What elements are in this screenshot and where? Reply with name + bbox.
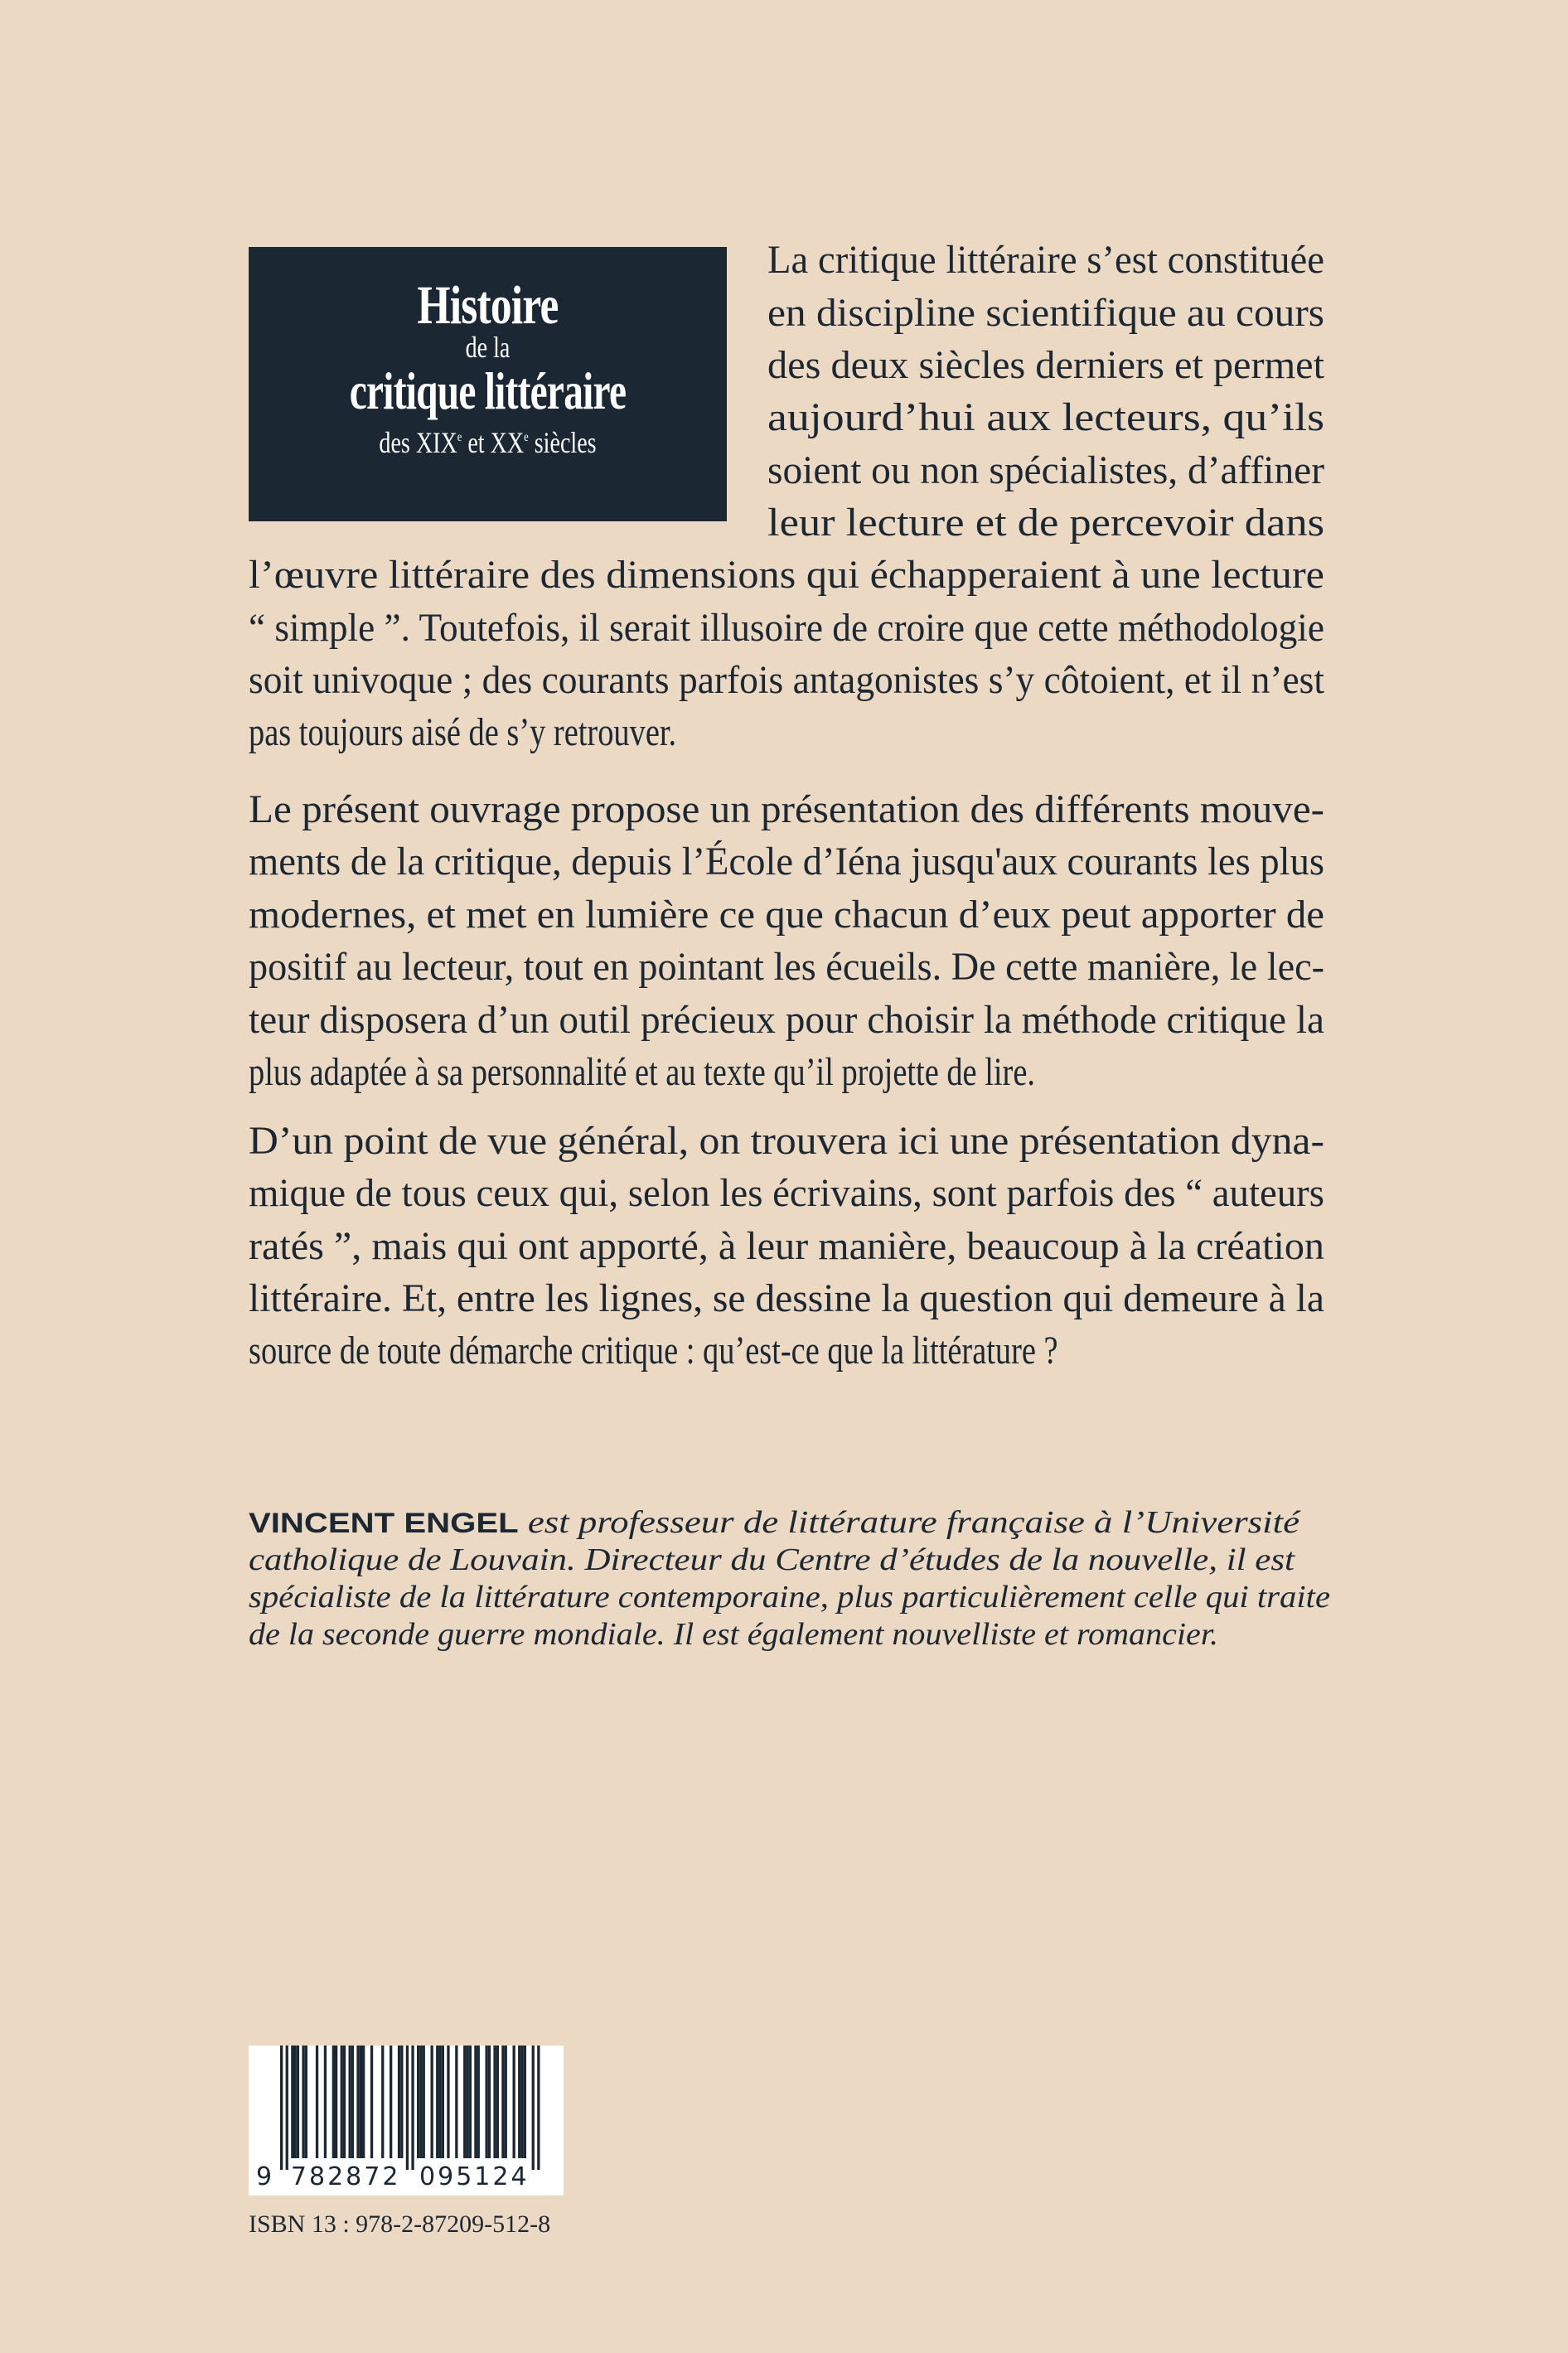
- text-line-content: soit univoque ; des courants parfois antagonistes s’y côtoient, et il n’est: [249, 658, 1324, 702]
- text-line: [249, 835, 1324, 888]
- title-superscript-e: e: [457, 430, 462, 444]
- text-line: [767, 287, 1324, 340]
- title-siecles-part3: siècles: [528, 426, 597, 459]
- text-line: [249, 1046, 1324, 1099]
- title-superscript-e: e: [524, 430, 529, 444]
- text-line-content: positif au lecteur, tout en pointant les écueils. De cette manière, le lec-: [249, 945, 1324, 989]
- text-line-content: aujourd’hui aux lecteurs, qu’ils: [767, 395, 1324, 439]
- text-line-content: La critique littéraire s’est constituée: [767, 238, 1324, 282]
- text-line-content: littéraire. Et, entre les lignes, se dessine la question qui demeure à la: [249, 1276, 1324, 1320]
- text-line-content: plus adaptée à sa personnalité et au texte qu’il projette de lire.: [249, 1050, 1035, 1094]
- text-line-content: D’un point de vue général, on trouvera ici une présentation dyna-: [249, 1119, 1325, 1163]
- title-siecles-part2: et XX: [462, 426, 525, 459]
- title-siecles-part1: des XIX: [379, 426, 457, 459]
- text-line: [249, 706, 1324, 759]
- text-line-content: Le présent ouvrage propose un présentation des différents mouve-: [249, 787, 1324, 831]
- text-line-content: pas toujours aisé de s’y retrouver.: [249, 710, 677, 754]
- text-line: [249, 994, 1324, 1047]
- text-line: [767, 339, 1324, 392]
- bio-text: est professeur de littérature française à l’Université: [518, 1505, 1299, 1540]
- bio-line-content: catholique de Louvain. Directeur du Centre d’études de la nouvelle, il est: [249, 1542, 1295, 1577]
- text-line-content: ments de la critique, depuis l’École d’Iéna jusqu'aux courants les plus: [249, 840, 1324, 884]
- bio-line-content: spécialiste de la littérature contemporaine, plus particulièrement celle qui traite: [249, 1580, 1330, 1615]
- text-line-content: teur disposera d’un outil précieux pour choisir la méthode critique la: [249, 998, 1324, 1042]
- text-line: [249, 549, 1324, 602]
- text-line-content: leur lecture et de percevoir dans: [767, 501, 1324, 545]
- text-line-content: ratés ”, mais qui ont apporté, à leur manière, beaucoup à la création: [249, 1224, 1324, 1268]
- text-line-content: mique de tous ceux qui, selon les écrivains, sont parfois des “ auteurs: [249, 1171, 1324, 1215]
- text-line: [767, 391, 1324, 444]
- title-line-histoire: Histoire: [417, 275, 559, 336]
- bio-line: [249, 1542, 1295, 1579]
- svg-text:782872: 782872: [290, 2162, 401, 2191]
- text-line: [249, 1115, 1324, 1168]
- bio-line-content: [249, 1504, 1299, 1542]
- bio-line: [249, 1616, 1218, 1653]
- text-line: [249, 1324, 1324, 1377]
- bio-line-content: de la seconde guerre mondiale. Il est également nouvelliste et romancier.: [249, 1617, 1218, 1652]
- title-box: [249, 247, 727, 521]
- svg-text:9: 9: [255, 2162, 275, 2191]
- text-line: [249, 783, 1324, 836]
- author-name: VINCENT ENGEL: [249, 1508, 519, 1539]
- text-line-content: modernes, et met en lumière ce que chacun d’eux peut apporter de: [249, 893, 1324, 937]
- svg-text:095124: 095124: [419, 2162, 530, 2191]
- isbn-label: ISBN 13 : 978-2-87209-512-8: [249, 2210, 551, 2238]
- text-line-content: “ simple ”. Toutefois, il serait illusoire de croire que cette méthodologie: [249, 606, 1324, 650]
- bio-line: [249, 1579, 1330, 1616]
- text-line: [249, 1167, 1324, 1220]
- barcode: [249, 2046, 564, 2196]
- text-line-content: soient ou non spécialistes, d’affiner: [767, 448, 1324, 492]
- title-line-siecles: [301, 421, 674, 459]
- text-line-content: en discipline scientifique au cours: [767, 291, 1324, 335]
- barcode-icon: [249, 2046, 564, 2196]
- bio-line: [249, 1504, 1299, 1542]
- text-line: [249, 1220, 1324, 1273]
- text-line-content: source de toute démarche critique : qu’est-ce que la littérature ?: [249, 1329, 1058, 1373]
- text-line: [249, 941, 1324, 994]
- text-line: [249, 1272, 1324, 1325]
- text-line: [249, 602, 1324, 655]
- text-line: [249, 654, 1324, 707]
- text-line-content: des deux siècles derniers et permet: [767, 343, 1324, 387]
- text-line-content: l’œuvre littéraire des dimensions qui échapperaient à une lecture: [249, 553, 1325, 597]
- title-line-de-la: de la: [465, 331, 511, 364]
- text-line: [249, 888, 1324, 942]
- text-line: [767, 234, 1324, 287]
- title-line-critique: critique littéraire: [349, 361, 627, 420]
- text-line: [767, 444, 1324, 497]
- text-line: [767, 496, 1324, 550]
